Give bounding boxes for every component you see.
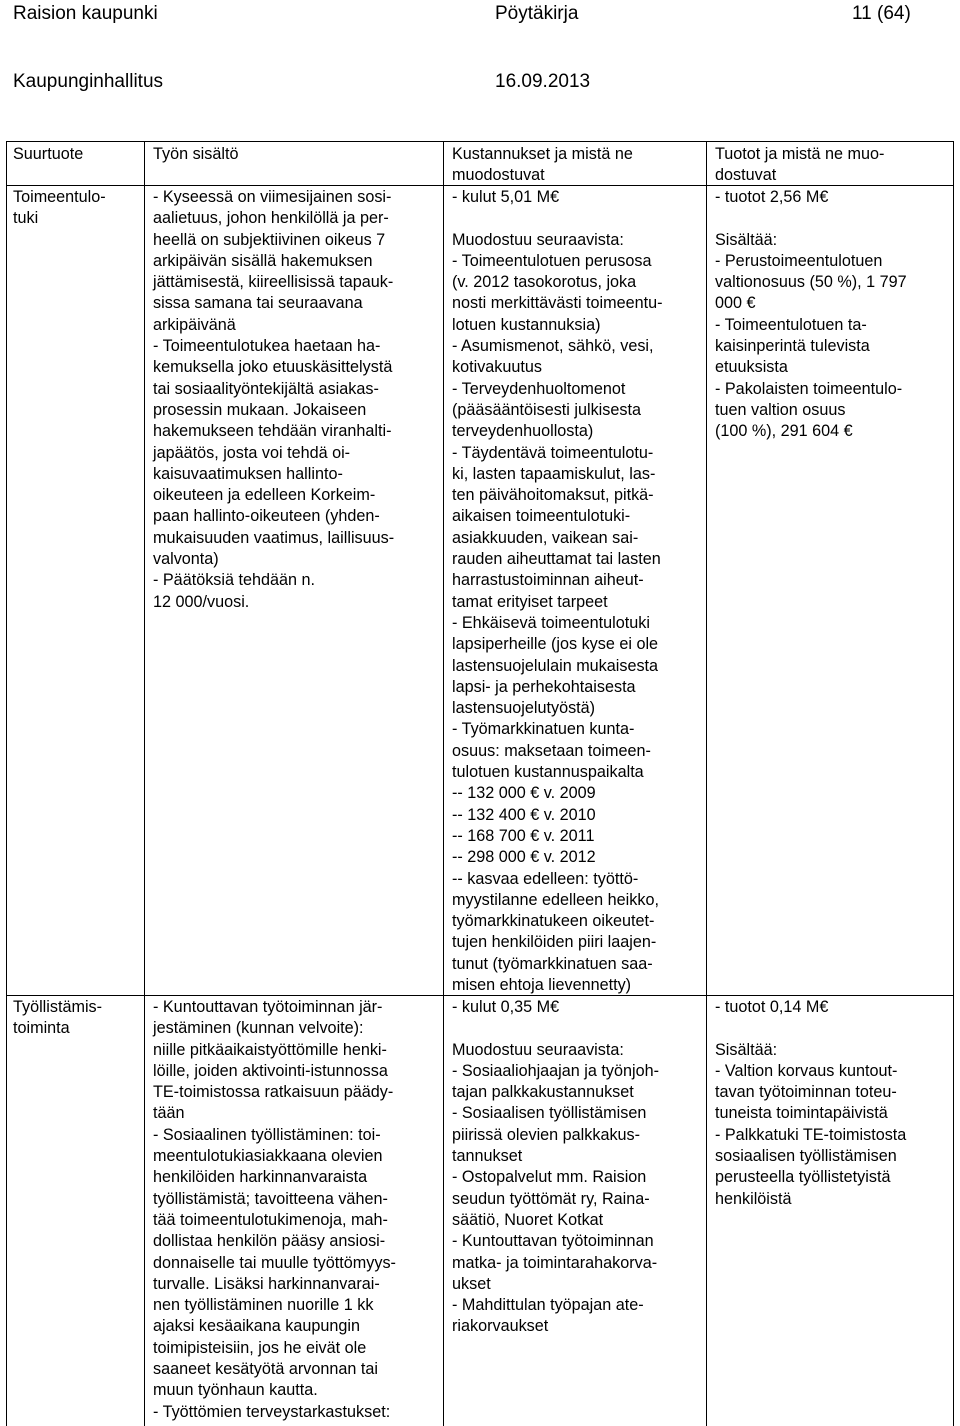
column-divider bbox=[706, 141, 707, 1426]
row-revenue: - tuotot 2,56 M€ Sisältää: - Perustoimeentulotuen valtionosuus (50 %), 1 797 000 € - Toimeentulotuen ta- kaisinperintä tulevista etuuksista - Pakolaisten toimeentulo- tuen valtion osuus (100 %), 291 604 € bbox=[715, 188, 907, 441]
row-product: Työllistämis- toiminta bbox=[13, 998, 103, 1038]
row-costs: - kulut 0,35 M€ Muodostuu seuraavista: - Sosiaaliohjaajan ja työnjoh- tajan palkkakustannukset - Sosiaalisen työllistämisen piirissä olevien palkkakus- tannukset - Ostopalvelut mm. Raision seudun työttömät ry, Raina- säätiö, Nuoret Kotkat - Kuntouttavan työtoiminnan matka- ja toimintarahakorva- ukset - Mahdittulan työpajan ate- riakorvaukset bbox=[452, 998, 659, 1336]
page-number: 11 (64) bbox=[852, 3, 911, 24]
column-header-costs: Kustannukset ja mistä ne muodostuvat bbox=[452, 145, 633, 185]
row-work-content: - Kyseessä on viimesijainen sosi- aalietuus, johon henkilöllä ja per- heellä on subjektiivinen oikeus 7 arkipäivän sisällä hakemuksen jättämisestä, kiireellisissä tapauk- sissa samana tai seuraavana arkipäivänä - Toimeentulotukea haetaan ha- kemuksella joko etuuskäsittelystä tai sosiaalityöntekijältä asiakas- prosessin mukaan. Jokaiseen hakemukseen tehdään viranhalti- japäätös, josta voi tehdä oi- kaisuvaatimuksen hallinto- oikeuteen ja edelleen Korkeim- paan hallinto-oikeuteen (yhden- mukaisuuden vaatimus, laillisuus- valvonta) - Päätöksiä tehdään n. 12 000/vuosi. bbox=[153, 188, 395, 611]
column-divider bbox=[443, 141, 444, 1426]
document-type: Pöytäkirja bbox=[495, 3, 579, 24]
table-left-border bbox=[6, 141, 7, 1426]
column-header-content: Työn sisältö bbox=[153, 145, 239, 163]
row-product: Toimeentulo- tuki bbox=[13, 188, 106, 228]
column-header-product: Suurtuote bbox=[13, 145, 84, 163]
row-work-content: - Kuntouttavan työtoiminnan jär- jestäminen (kunnan velvoite): niille pitkäaikaistyöttömille henki- löille, joiden aktivointi-istunnossa TE-toimistossa ratkaisuun päädy- tään - Sosiaalinen työllistäminen: toi- meentulotukiasiakkaana olevien henkilöiden harkinnanvaraista työllistämistä; tavoitteena vähen- tää toimeentulotukimenoja, mah- dollistaa henkilön pääsy ansiosi- donnaiselle tai muulle työttömyys- turvalle. Lisäksi harkinnanvarai- nen työllistäminen nuorille 1 kk ajaksi kesäaikana kaupungin toimipisteisiin, jos he eivät ole saaneet kesätyötä arvonnan tai muun työnhaun kautta. - Työttömien terveystarkastukset: bbox=[153, 998, 396, 1421]
table-right-border bbox=[953, 141, 954, 1426]
committee-name: Kaupunginhallitus bbox=[13, 71, 164, 92]
row-costs: - kulut 5,01 M€ Muodostuu seuraavista: - Toimeentulotuen perusosa (v. 2012 tasokorotus, joka nosti merkittävästi toimeentu- lotuen kustannuksia) - Asumismenot, sähkö, vesi, kotivakuutus - Terveydenhuoltomenot (pääsääntöisesti julkisesta terveydenhuollosta) - Täydentävä toimeentulotu- ki, lasten tapaamiskulut, las- ten päivähoitomaksut, pitkä- aikaisen toimeentulotuki- asiakkuuden, vaikean sai- rauden aiheuttamat tai lasten harrastustoiminnan aiheut- tamat erityiset tarpeet - Ehkäisevä toimeentulotuki lapsiperheille (jos kyse ei ole lastensuojelulain mukaisesta lapsi- ja perhekohtaisesta lastensuojelutyöstä) - Työmarkkinatuen kunta- osuus: maksetaan toimeen- tulotuen kustannuspaikalta -- 132 000 € v. 2009 -- 132 400 € v. 2010 -- 168 700 € v. 2011 -- 298 000 € v. 2012 -- kasvaa edelleen: työttö- myystilanne edelleen heikko, työmarkkinatukeen oikeutet- tujen henkilöiden piiri laajen- tunut (työmarkkinatuen saa- misen ehtoja lievennetty) bbox=[452, 188, 663, 994]
meeting-date: 16.09.2013 bbox=[495, 71, 591, 92]
row-revenue: - tuotot 0,14 M€ Sisältää: - Valtion korvaus kuntout- tavan työtoiminnan toteu- tuneista toimintapäivistä - Palkkatuki TE-toimistosta sosiaalisen työllistämisen perusteella työllistetyistä henkilöistä bbox=[715, 998, 907, 1208]
column-divider bbox=[144, 141, 145, 1426]
org-name: Raision kaupunki bbox=[13, 3, 158, 24]
table-top-border bbox=[6, 141, 954, 142]
column-header-revenue: Tuotot ja mistä ne muo- dostuvat bbox=[715, 145, 885, 185]
